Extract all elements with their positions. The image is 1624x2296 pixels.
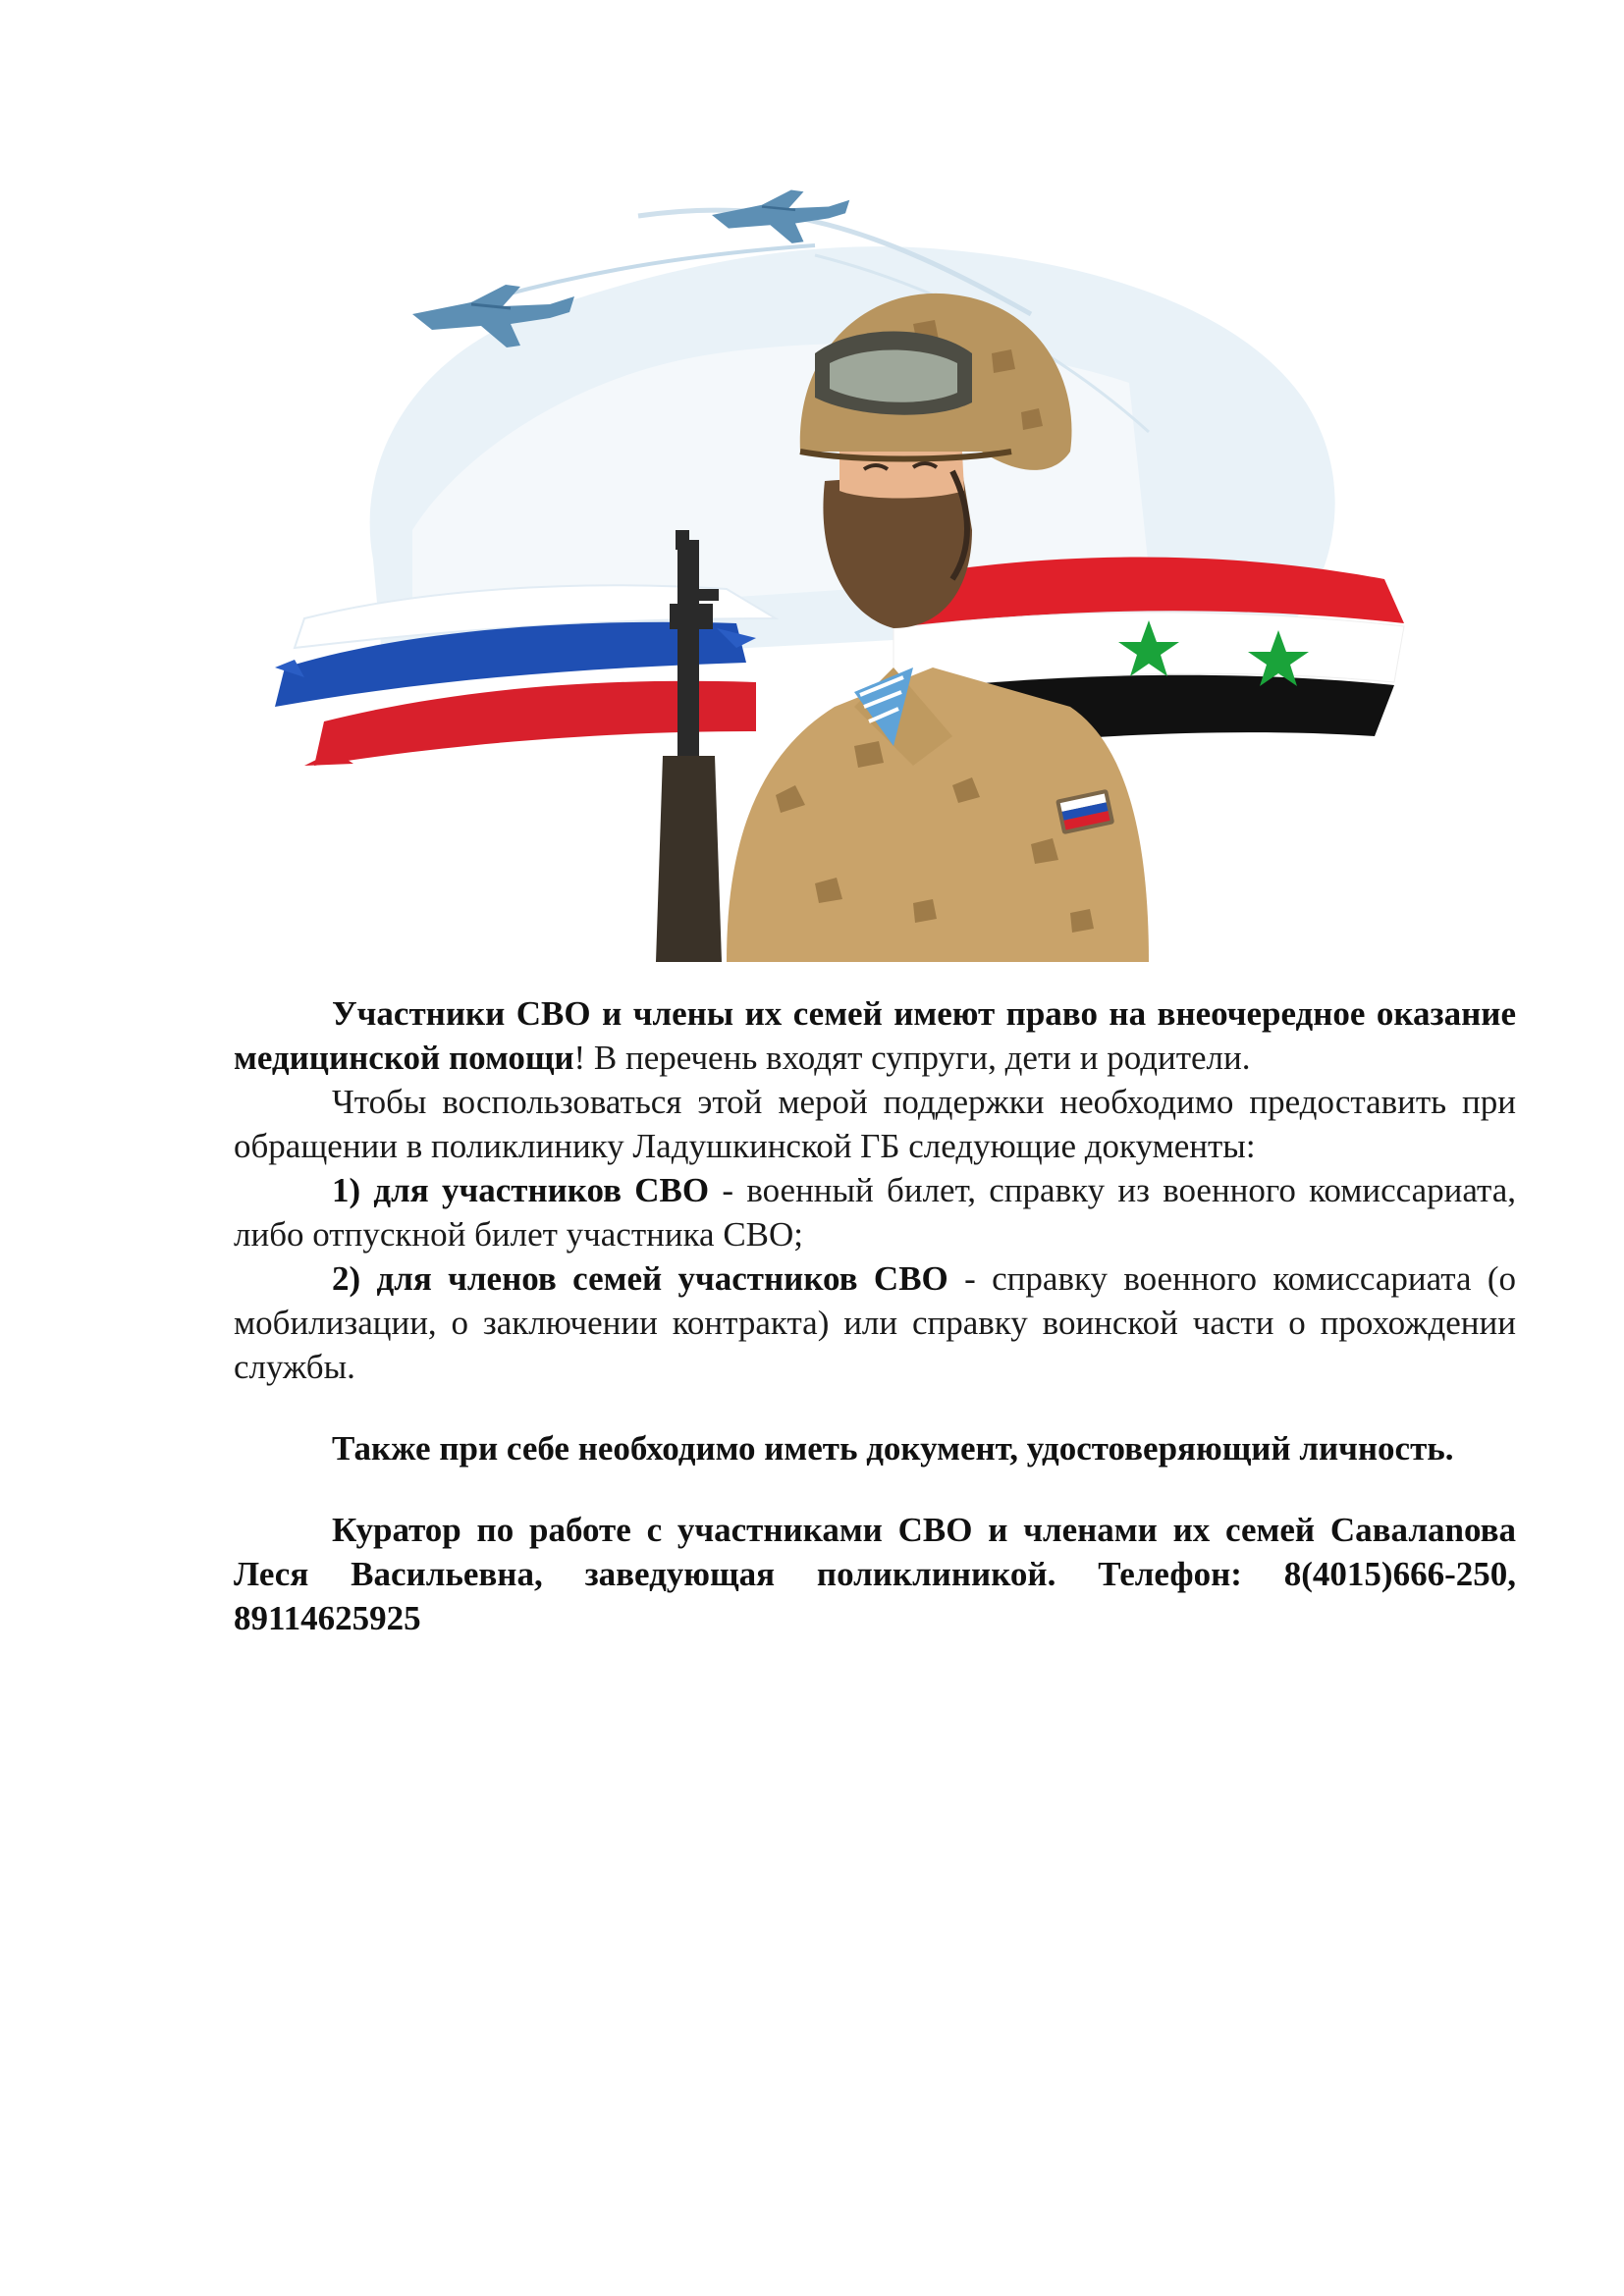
- flyer-text: [234, 991, 1516, 1640]
- eligibility-bold: Участники СВО и члены их семей имеют право на внеочередное оказание медицинской помощи: [234, 994, 1516, 1077]
- paragraph-curator-contact: [234, 1508, 1516, 1640]
- curator-contact-bold: Куратор по работе с участниками СВО и членами их семей Савалanова Леся Васильевна, заведующая поликлиникой. Телефон: 8(4015)666-250, 89114625925: [234, 1511, 1516, 1637]
- soldier-flags-illustration: [265, 157, 1512, 962]
- spacer: [234, 1470, 1516, 1508]
- family-docs-bold: 2) для членов семей участников СВО: [332, 1259, 948, 1298]
- participants-docs-rest: - военный билет, справку из военного комиссариата, либо отпускной билет участника СВО;: [234, 1171, 1517, 1254]
- paragraph-id-document: [234, 1426, 1516, 1470]
- paragraph-family-docs: [234, 1256, 1516, 1389]
- id-document-bold: Также при себе необходимо иметь документ, удостоверяющий личность.: [332, 1429, 1454, 1468]
- fighter-jet-icon: [712, 190, 849, 243]
- paragraph-documents-intro: Чтобы воспользоваться этой мерой поддержки необходимо предоставить при обращении в поликлинику Ладушкинской ГБ следующие документы:: [234, 1083, 1516, 1165]
- paragraph-participants-docs: [234, 1168, 1516, 1256]
- family-docs-rest: - справку военного комиссариата (о мобилизации, о заключении контракта) или справку воинской части о прохождении службы.: [234, 1259, 1516, 1386]
- spacer: [234, 1389, 1516, 1426]
- paragraph-eligibility: [234, 991, 1516, 1080]
- participants-docs-bold: 1) для участников СВО: [332, 1171, 710, 1209]
- eligibility-rest: ! В перечень входят супруги, дети и родители.: [573, 1039, 1251, 1077]
